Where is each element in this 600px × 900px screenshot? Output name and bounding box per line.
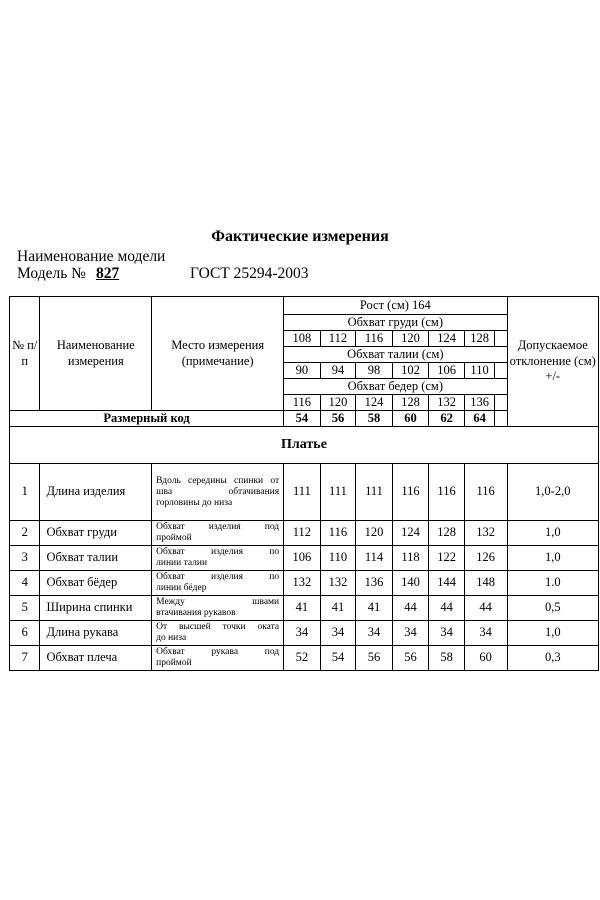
waist-size: 94 (320, 363, 356, 379)
chest-size: 108 (284, 331, 321, 347)
row-value: 34 (464, 621, 507, 646)
table-row (10, 621, 599, 646)
waist-size: 90 (284, 363, 321, 379)
model-name-label: Наименование модели (17, 248, 166, 265)
row-value: 140 (392, 571, 429, 596)
measurements-table (9, 296, 599, 671)
row-value: 116 (320, 521, 356, 546)
row-number: 7 (10, 646, 40, 671)
size-code: 60 (392, 411, 429, 427)
gost-standard: ГОСТ 25294-2003 (190, 265, 309, 282)
header-height: Рост (см) 164 (284, 297, 507, 315)
empty-cell (495, 331, 507, 347)
table-row (10, 464, 599, 521)
header-measurement-place: Место измерения (примечание) (152, 297, 284, 411)
empty-cell (495, 363, 507, 379)
row-place-text: Обхват изделия по (156, 547, 280, 558)
empty-cell (495, 411, 507, 427)
row-value: 111 (320, 464, 356, 521)
table-row (10, 596, 599, 621)
row-value: 58 (429, 646, 465, 671)
row-value: 54 (320, 646, 356, 671)
row-number: 6 (10, 621, 40, 646)
size-code: 64 (464, 411, 494, 427)
row-value: 106 (284, 546, 321, 571)
row-tolerance: 0,3 (507, 646, 599, 671)
document-title: Фактические измерения (211, 228, 389, 245)
row-place-text: От высшей точки оката (156, 622, 280, 633)
table-row (10, 646, 599, 671)
row-tolerance: 1,0 (507, 521, 599, 546)
row-place-text-end: линии бёдер (156, 583, 207, 594)
row-value: 116 (464, 464, 507, 521)
row-value: 41 (284, 596, 321, 621)
hips-size: 136 (464, 395, 494, 411)
row-value: 118 (392, 546, 429, 571)
row-value: 60 (464, 646, 507, 671)
row-value: 34 (320, 621, 356, 646)
size-code: 62 (429, 411, 465, 427)
row-value: 136 (356, 571, 393, 596)
row-value: 34 (356, 621, 393, 646)
row-value: 116 (392, 464, 429, 521)
waist-size: 98 (356, 363, 393, 379)
row-value: 124 (392, 521, 429, 546)
hips-size: 124 (356, 395, 393, 411)
hips-size: 128 (392, 395, 429, 411)
row-number: 3 (10, 546, 40, 571)
row-place-text: Обхват изделия по (156, 572, 280, 583)
row-value: 110 (320, 546, 356, 571)
row-value: 56 (356, 646, 393, 671)
hips-size: 116 (284, 395, 321, 411)
row-place-text-end: проймой (156, 658, 192, 669)
row-place-text: Вдоль середины спинки от шва обтачивания (156, 475, 280, 497)
header-hips: Обхват бедер (см) (284, 379, 507, 395)
row-value: 44 (464, 596, 507, 621)
row-name: Обхват груди (40, 521, 152, 546)
row-value: 112 (284, 521, 321, 546)
row-value: 128 (429, 521, 465, 546)
row-value: 111 (356, 464, 393, 521)
row-name: Длина рукава (40, 621, 152, 646)
size-code: 54 (284, 411, 321, 427)
header-measurement-name: Наименование измерения (40, 297, 152, 411)
row-value: 148 (464, 571, 507, 596)
row-place-text: Между швами (156, 597, 280, 608)
row-place-text: Обхват рукава под (156, 647, 280, 658)
size-code-label: Размерный код (10, 411, 284, 427)
row-number: 1 (10, 464, 40, 521)
row-place-text-end: проймой (156, 533, 192, 544)
waist-size: 110 (464, 363, 494, 379)
row-number: 2 (10, 521, 40, 546)
chest-size: 120 (392, 331, 429, 347)
table-row (10, 546, 599, 571)
row-place (152, 621, 284, 646)
row-tolerance: 1,0-2,0 (507, 464, 599, 521)
chest-size: 124 (429, 331, 465, 347)
row-value: 56 (392, 646, 429, 671)
header-tolerance: Допускаемое отклонение (см) +/- (507, 297, 599, 427)
chest-size: 128 (464, 331, 494, 347)
row-tolerance: 1.0 (507, 571, 599, 596)
row-name: Обхват талии (40, 546, 152, 571)
row-tolerance: 1,0 (507, 546, 599, 571)
hips-size: 132 (429, 395, 465, 411)
row-value: 126 (464, 546, 507, 571)
row-place-text-end: втачивания рукавов (156, 608, 236, 619)
header-number: № п/п (10, 297, 40, 411)
hips-size: 120 (320, 395, 356, 411)
table-row (10, 571, 599, 596)
empty-cell (495, 395, 507, 411)
row-value: 34 (284, 621, 321, 646)
row-number: 4 (10, 571, 40, 596)
size-code: 56 (320, 411, 356, 427)
table-row (10, 521, 599, 546)
row-value: 132 (464, 521, 507, 546)
row-value: 122 (429, 546, 465, 571)
row-value: 116 (429, 464, 465, 521)
row-place-text-end: до низа (156, 633, 187, 644)
row-name: Обхват бёдер (40, 571, 152, 596)
row-place (152, 646, 284, 671)
row-value: 41 (320, 596, 356, 621)
row-place (152, 546, 284, 571)
chest-size: 112 (320, 331, 356, 347)
row-value: 132 (284, 571, 321, 596)
row-place (152, 521, 284, 546)
row-place (152, 464, 284, 521)
header-waist: Обхват талии (см) (284, 347, 507, 363)
waist-size: 106 (429, 363, 465, 379)
row-value: 34 (429, 621, 465, 646)
row-value: 132 (320, 571, 356, 596)
row-number: 5 (10, 596, 40, 621)
row-place (152, 596, 284, 621)
model-number-label: Модель № (17, 265, 86, 282)
row-tolerance: 0,5 (507, 596, 599, 621)
model-number-line (17, 265, 119, 283)
waist-size: 102 (392, 363, 429, 379)
size-code: 58 (356, 411, 393, 427)
chest-size: 116 (356, 331, 393, 347)
row-value: 34 (392, 621, 429, 646)
row-value: 44 (429, 596, 465, 621)
row-value: 144 (429, 571, 465, 596)
model-number: 827 (95, 265, 120, 282)
row-name: Длина изделия (40, 464, 152, 521)
row-place-text: Обхват изделия под (156, 522, 280, 533)
row-name: Обхват плеча (40, 646, 152, 671)
row-value: 52 (284, 646, 321, 671)
row-place-text-end: горловины до низа (156, 497, 233, 508)
row-place-text-end: линии талии (156, 558, 208, 569)
row-value: 120 (356, 521, 393, 546)
row-value: 44 (392, 596, 429, 621)
section-title: Платье (10, 427, 599, 464)
row-value: 41 (356, 596, 393, 621)
row-place (152, 571, 284, 596)
row-value: 111 (284, 464, 321, 521)
header-chest: Обхват груди (см) (284, 315, 507, 331)
row-value: 114 (356, 546, 393, 571)
row-tolerance: 1,0 (507, 621, 599, 646)
row-name: Ширина спинки (40, 596, 152, 621)
